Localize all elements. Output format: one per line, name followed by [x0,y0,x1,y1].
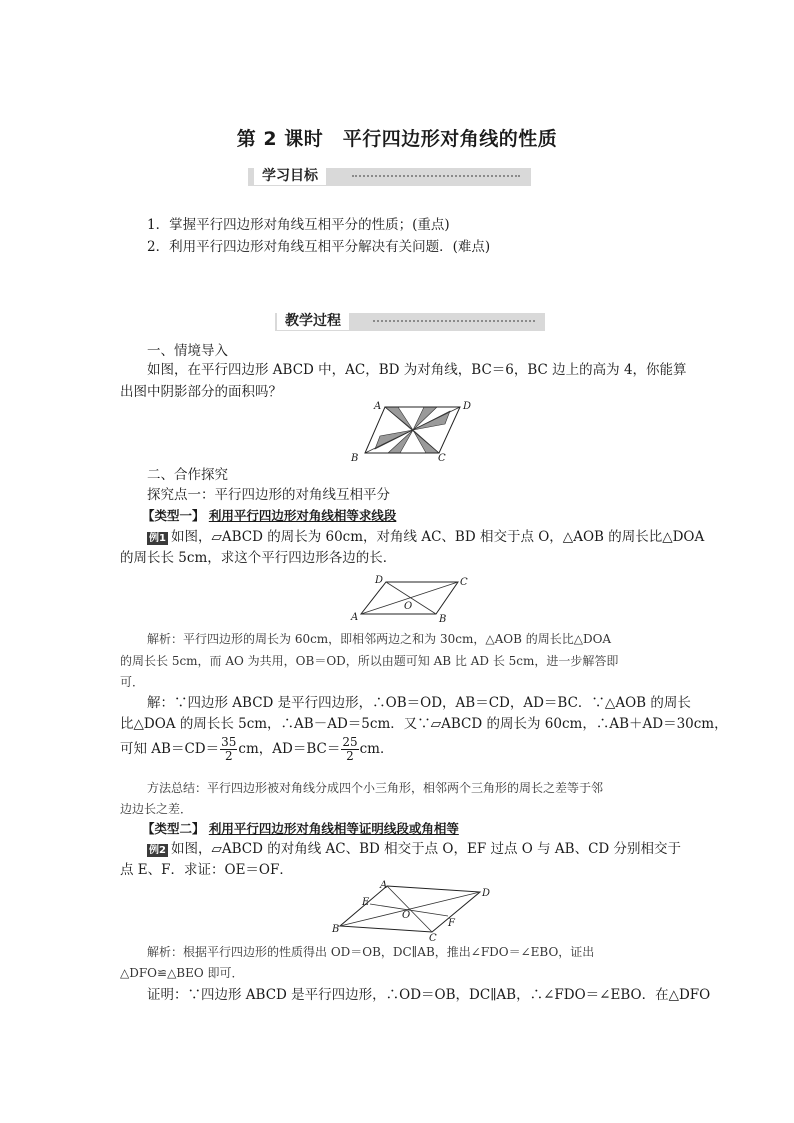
vertex-label-f: F [448,918,455,929]
type-title: 利用平行四边形对角线相等求线段 [208,508,397,523]
banner-dots [352,175,520,177]
type-title: 利用平行四边形对角线相等证明线段或角相等 [208,821,459,836]
solution-line: 比△DOA 的周长长 5cm，∴AB－AD＝5cm．又∵▱ABCD 的周长为 60cm，∴AB＋AD＝30cm， [120,716,728,732]
example-text: 如图，▱ABCD 的周长为 60cm，对角线 AC、BD 相交于点 O，△AOB 的周长比△DOA [170,529,705,545]
vertex-label-b: B [439,614,447,624]
example-line [147,526,704,548]
analysis-line: △DFO≌△BEO 即可． [120,966,244,980]
example-text: 如图，▱ABCD 的对角线 AC、BD 相交于点 O，EF 过点 O 与 AB、CD 分别相交于 [170,841,682,857]
example-line: 点 E、F．求证：OE＝OF． [120,862,293,878]
figure-parallelogram-diagonals [348,572,472,624]
analysis-line: 解析：平行四边形的周长为 60cm，即相邻两边之和为 30cm，△AOB 的周长比△DOA [147,632,612,646]
example-line [147,838,681,860]
figure-parallelogram-ef [330,880,494,942]
section-heading: 二、合作探究 [147,467,228,483]
analysis-line: 解析：根据平行四边形的性质得出 OD＝OB，DC∥AB，推出∠FDO＝∠EBO，证出 [147,945,595,959]
vertex-label-b: B [351,453,359,464]
vertex-label-e: E [362,897,370,908]
vertex-label-o: O [402,910,411,921]
figure-shaded-parallelogram-shading [365,407,460,453]
fraction [220,736,237,763]
section-banner-process [275,313,545,331]
analysis-line: 的周长长 5cm，而 AO 为共用，OB＝OD，所以由题可知 AB 比 AD 长 5cm，进一步解答即 [120,654,619,668]
page-title: 第 2 课时 平行四边形对角线的性质 [236,128,558,150]
vertex-label-b: B [332,924,340,935]
section-banner-goals [248,168,531,186]
fraction-denominator: 2 [224,749,233,763]
vertex-label-d: D [375,575,384,586]
type-tag: 【类型一】 [142,508,205,523]
solution-line: 解：∵四边形 ABCD 是平行四边形，∴OB＝OD，AB＝CD，AD＝BC．∵△AOB 的周长 [147,695,691,711]
fraction-numerator: 35 [221,735,237,749]
figure-shaded-parallelogram [340,396,480,464]
method-summary-line: 边边长之差． [120,802,193,816]
vertex-label-d: D [482,888,491,899]
banner-dots [373,320,535,322]
example-badge: 例2 [149,845,166,856]
section-label-goals: 学习目标 [254,165,326,185]
section-label-process: 教学过程 [277,310,349,330]
solution-line [120,736,394,763]
vertex-label-o: O [404,601,413,612]
type-tag: 【类型二】 [142,821,205,836]
type-heading [142,818,459,840]
example-badge: 例1 [149,533,166,544]
vertex-label-c: C [438,453,446,464]
goal-item: 2．利用平行四边形对角线互相平分解决有关问题．(难点) [147,239,491,255]
fraction-numerator: 25 [342,735,358,749]
solution-text: cm． [359,741,394,757]
type-heading [142,505,396,527]
method-summary-line: 方法总结：平行四边形被对角线分成四个小三角形，相邻两个三角形的周长之差等于邻 [147,781,604,795]
goal-item: 1．掌握平行四边形对角线互相平分的性质；(重点) [147,217,450,233]
vertex-label-c: C [429,933,437,942]
example-line: 的周长长 5cm，求这个平行四边形各边的长． [120,550,397,566]
figure-parallelogram-ef-lines [340,886,480,932]
vertex-label-a: A [351,612,359,623]
fraction-denominator: 2 [346,749,354,763]
fraction [341,736,358,763]
analysis-line: 可． [120,675,145,689]
solution-text: cm，AD＝BC＝ [238,741,341,757]
vertex-label-c: C [460,577,468,588]
section-heading: 一、情境导入 [147,343,228,359]
vertex-label-a: A [374,401,382,412]
paragraph-line: 出图中阴影部分的面积吗？ [120,384,282,400]
topic-heading: 探究点一：平行四边形的对角线互相平分 [147,487,390,503]
vertex-label-a: A [380,880,388,891]
solution-text: 可知 AB＝CD＝ [120,741,220,757]
paragraph-line: 如图，在平行四边形 ABCD 中，AC，BD 为对角线，BC＝6，BC 边上的高为 4，你能算 [147,362,687,378]
vertex-label-d: D [463,401,472,412]
proof-line: 证明：∵四边形 ABCD 是平行四边形，∴OD＝OB，DC∥AB，∴∠FDO＝∠EBO．在△DFO [147,987,711,1003]
